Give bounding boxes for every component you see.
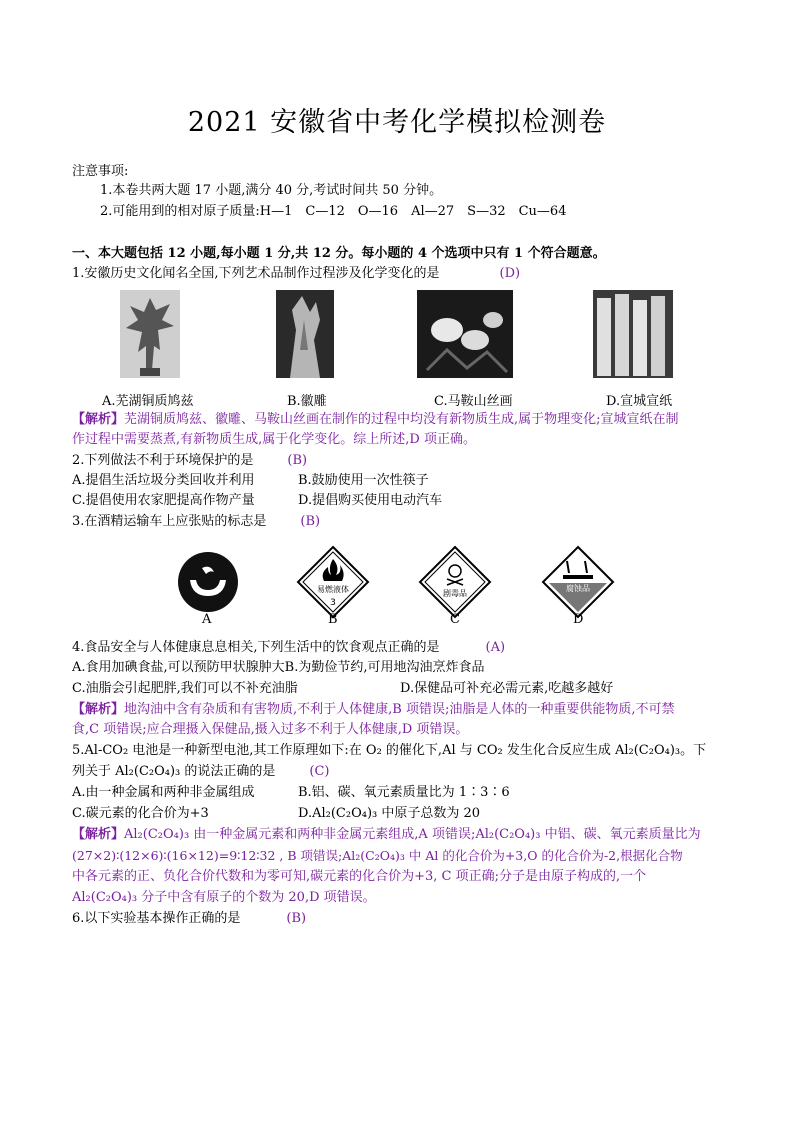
notes-heading: 注意事项: [72,164,129,179]
note-2: 2.可能用到的相对原子质量:H—1 C—12 O—16 Al—27 S—32 Cu—64 [100,204,567,219]
hui-carving-image [276,290,334,378]
q4-stem: 4.食品安全与人体健康息息相关,下列生活中的饮食观点正确的是 (A) [72,640,506,655]
q4-row-2: C.油脂会引起肥胖,我们可以不补充油脂 D.保健品可补充必需元素,吃越多越好 [72,681,614,696]
q6-answer: (B) [286,911,307,926]
bronze-bird-image [120,290,180,378]
q1-option-c: C.马鞍山丝画 [434,394,513,409]
q5-stem-1: 5.Al-CO₂ 电池是一种新型电池,其工作原理如下:在 O₂ 的催化下,Al 与 CO₂ 发生化合反应生成 Al₂(C₂O₄)₃。下 [72,743,707,758]
xuan-paper-image [593,290,673,378]
sign-b-label: 易燃液体 [317,585,349,594]
q5-analysis-3: 中各元素的正、负化合价代数和为零可知,碳元素的化合价为+3, C 项正确;分子是由原子构成的,一个 [72,869,647,884]
sign-b-flammable-icon [296,545,370,619]
q1-analysis-1: 【解析】芜湖铜质鸠兹、徽雕、马鞍山丝画在制作的过程中均没有新物质生成,属于物理变化;宣城宣纸在制 [72,412,679,427]
sign-d-label: 腐蚀品 [566,584,590,593]
q4-analysis-2: 食,C 项错误;应合理摄入保健品,摄入过多不利于人体健康,D 项错误。 [72,722,469,737]
q5-analysis-2: (27×2)∶(12×6)∶(16×12)=9∶12∶32 , B 项错误;Al₂(C₂O₄)₃ 中 Al 的化合价为+3,O 的化合价为-2,根据化合物 [72,848,683,863]
sign-d-corrosive-icon [541,545,615,619]
q1-option-d: D.宣城宣纸 [606,394,673,409]
sign-c-letter: C [450,612,460,627]
q2-answer: (B) [287,453,308,468]
q4-analysis-1: 【解析】地沟油中含有杂质和有害物质,不利于人体健康,B 项错误;油脂是人体的一种重要供能物质,不可禁 [72,702,675,717]
q2-row-2: C.提倡使用农家肥提高作物产量 D.提倡购买使用电动汽车 [72,493,443,508]
sign-b-number: 3 [330,598,336,608]
sign-c-label: 剧毒品 [443,589,467,598]
q1-option-b: B.徽雕 [287,394,327,409]
sign-a-label: A [202,612,212,627]
q1-answer: (D) [499,266,521,281]
q2-stem: 2.下列做法不利于环境保护的是 (B) [72,453,308,468]
q2-row-1: A.提倡生活垃圾分类回收并利用 B.鼓励使用一次性筷子 [72,473,429,488]
q5-stem-2: 列关于 Al₂(C₂O₄)₃ 的说法正确的是 (C) [72,764,330,779]
note-1: 1.本卷共两大题 17 小题,满分 40 分,考试时间共 50 分钟。 [100,183,443,198]
sign-a-icon [176,550,240,614]
q1-stem: 1.安徽历史文化闻名全国,下列艺术品制作过程涉及化学变化的是 (D) [72,266,521,281]
q5-row-1: A.由一种金属和两种非金属组成 B.铝、碳、氧元素质量比为 1∶3∶6 [72,785,510,800]
q1-analysis-2: 作过程中需要蒸煮,有新物质生成,属于化学变化。综上所述,D 项正确。 [72,432,476,447]
q3-stem: 3.在酒精运输车上应张贴的标志是 (B) [72,514,321,529]
q3-answer: (B) [300,514,321,529]
q1-option-a: A.芜湖铜质鸠兹 [102,394,194,409]
q5-analysis-4: Al₂(C₂O₄)₃ 分子中含有原子的个数为 20,D 项错误。 [72,890,376,905]
q4-answer: (A) [485,640,506,655]
page-title: 2021 安徽省中考化学模拟检测卷 [187,107,607,138]
sign-c-toxic-icon [418,545,492,619]
silk-painting-image [417,290,513,378]
q5-answer: (C) [309,764,330,779]
q6-stem: 6.以下实验基本操作正确的是 (B) [72,911,307,926]
q5-row-2: C.碳元素的化合价为+3 D.Al₂(C₂O₄)₃ 中原子总数为 20 [72,806,481,821]
q4-row-1: A.食用加碘食盐,可以预防甲状腺肿大B.为勤俭节约,可用地沟油烹炸食品 [72,660,485,675]
sign-b-letter: B [328,612,338,627]
sign-d-letter: D [573,612,584,627]
section-heading: 一、本大题包括 12 小题,每小题 1 分,共 12 分。每小题的 4 个选项中只有 1 个符合题意。 [72,246,606,261]
q5-analysis-1: 【解析】Al₂(C₂O₄)₃ 由一种金属元素和两种非金属元素组成,A 项错误;Al₂(C₂O₄)₃ 中铝、碳、氧元素质量比为 [72,827,701,842]
